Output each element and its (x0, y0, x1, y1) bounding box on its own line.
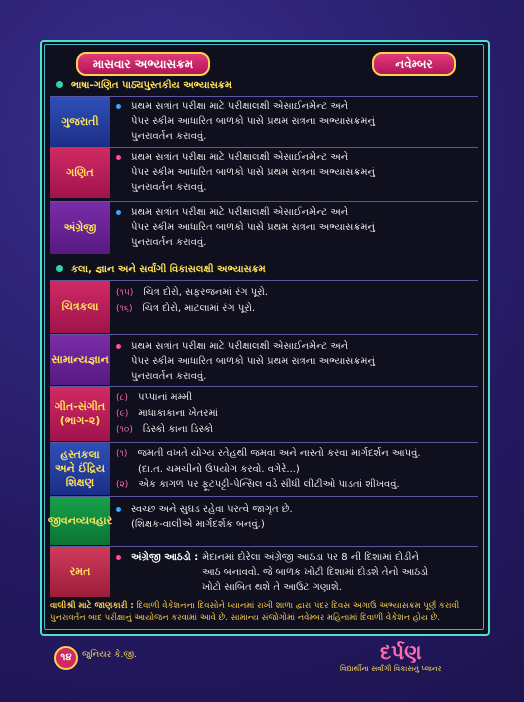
row-text: (૧) જમતી વખતે યોગ્ય રતેહથી જમવા અને નાસ્તો કરવા માર્ગદર્શન આપવું. (દા.ત. ચમચીનો ઉપયોગ કરવો. વગેરે...) (૨) એક કાગળ પર ફૂટપટ્ટી-પેન્સિલ વડે સીધી લીટીઓ પાડતાં શીખવવું. (116, 448, 421, 490)
bullet-icon (116, 155, 121, 160)
section-bullet-icon (56, 265, 63, 272)
subject-label: ગીત-સંગીત (ભાગ-૨) (50, 387, 110, 441)
subject-label: ગણિત (50, 148, 110, 198)
page-number: ૧૪ (54, 646, 78, 670)
subject-label: ગુજરાતી (50, 97, 110, 147)
subject-label: અંગ્રેજી (50, 202, 110, 254)
month-badge: નવેમ્બર (372, 52, 456, 76)
subject-label: રમત (50, 547, 110, 597)
bullet-icon (116, 104, 121, 109)
subject-label: સામાન્યજ્ઞાન (50, 335, 110, 385)
row-text: પ્રથમ સત્રાંત પરીક્ષા માટે પરીક્ષાલક્ષી એસાઈનમેન્ટ અને પેપર સ્કીમ આધારિત બાળકો પાસે પ્રથમ સત્રના અભ્યાસક્રમનું પુનરાવર્તન કરાવવું. (116, 150, 474, 195)
row-text: સ્વચ્છ અને સુઘડ રહેવા પરત્વે જાગૃત છે. (શિક્ષક-વાલીએ માર્ગદર્શક બનવું.) (116, 502, 474, 532)
row-general-knowledge (50, 334, 478, 385)
row-text: પ્રથમ સત્રાંત પરીક્ષા માટે પરીક્ષાલક્ષી એસાઈનમેન્ટ અને પેપર સ્કીમ આધારિત બાળકો પાસે પ્રથમ સત્રના અભ્યાસક્રમનું પુનરાવર્તન કરાવવું. (116, 339, 474, 384)
section-heading-languages: ભાષા-ગણિત પાઠ્યપુસ્તકીય અભ્યાસક્રમ (50, 80, 478, 91)
bullet-icon (116, 555, 121, 560)
page-title-badge: માસવાર અભ્યાસક્રમ (76, 52, 210, 76)
row-maths (50, 147, 478, 198)
subject-label: જીવનવ્યવહાર (50, 497, 110, 545)
bullet-icon (116, 344, 121, 349)
subject-label: હસ્તકલા અને ઈંદ્રિય શિક્ષણ (50, 443, 110, 495)
row-drawing (50, 280, 478, 333)
row-text: (૧૫) ચિત્ર દોરો, સફરજનમાં રંગ પૂરો. (૧૬) ચિત્ર દોરો, માટલામાં રંગ પૂરો. (116, 287, 269, 314)
brand-tagline: વિદ્યાર્થીના સર્વાંગી વિકાસનું પ્લાનર (340, 664, 442, 673)
row-life-skills (47, 496, 478, 545)
row-english (50, 201, 478, 254)
class-label: જુનિયર કે.જી. (82, 650, 137, 660)
row-text: પ્રથમ સત્રાંત પરીક્ષા માટે પરીક્ષાલક્ષી એસાઈનમેન્ટ અને પેપર સ્કીમ આધારિત બાળકો પાસે પ્રથમ સત્રના અભ્યાસક્રમનું પુનરાવર્તન કરાવવું. (116, 99, 474, 144)
bullet-icon (116, 210, 121, 215)
row-songs (50, 386, 478, 441)
section-heading-arts: કલા, જ્ઞાન અને સર્વાંગી વિકાસલક્ષી અભ્યાસક્રમ (50, 264, 478, 275)
row-handicraft (50, 442, 478, 495)
row-gujarati (50, 96, 478, 147)
parent-note: વાલીશ્રી માટે જાણકારી : દિવાળી વેકેશનના દિવસોને ધ્યાનમાં રાખી શાળા દ્વારા પંદર દિવસ અગાઉ અભ્યાસક્રમ પૂર્ણ કરાવી પુનરાવર્તન બાદ પરીક્ષાનું આયોજન કરવામાં આવે છે. સામાન્ય સંજોગોમાં નવેમ્બર મહિનામાં દિવાળી વેકેશન હોય છે. (50, 601, 460, 623)
brand-logo: દર્પણ (380, 640, 422, 664)
subject-label: ચિત્રકલા (50, 281, 110, 333)
section-bullet-icon (56, 81, 63, 88)
row-text: (૮) પપ્પાનાં મમ્મી (૯) માધાકાકાના ખેતરમાં (૧૦) ડિસ્કો કાના ડિસ્કો (116, 392, 218, 435)
row-games (50, 546, 478, 597)
row-text: પ્રથમ સત્રાંત પરીક્ષા માટે પરીક્ષાલક્ષી એસાઈનમેન્ટ અને પેપર સ્કીમ આધારિત બાળકો પાસે પ્રથમ સત્રના અભ્યાસક્રમનું પુનરાવર્તન કરાવવું. (116, 205, 474, 250)
bullet-icon (116, 507, 121, 512)
row-text: અંગ્રેજી આઠડો : મેદાનમાં દોરેલા અંગ્રેજી આઠડા પર 8 ની દિશામાં દોડીને આઠ બનાવવો. જે બાળક ખોટી દિશામાં દોડશે તેનો આઠડો ખોટો સાબિત થશે તે આઉટ ગણાશે. (116, 550, 474, 595)
